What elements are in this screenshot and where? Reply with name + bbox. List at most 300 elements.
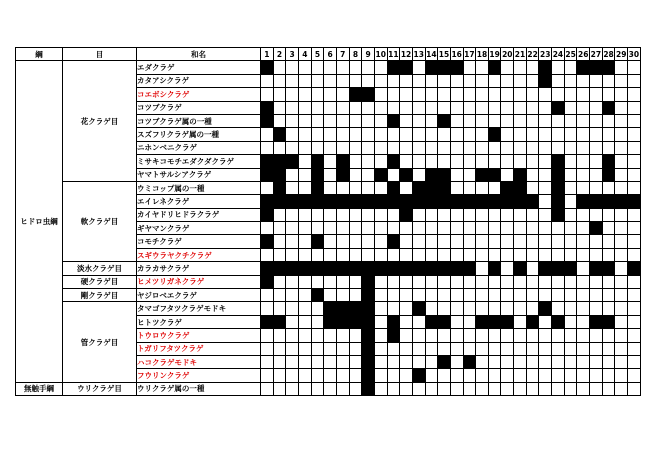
table-row [16, 61, 641, 74]
occurrence-cell-empty [628, 382, 641, 395]
occurrence-cell-empty [311, 208, 324, 221]
occurrence-cell-empty [615, 342, 628, 355]
occurrence-cell-empty [286, 128, 299, 141]
occurrence-cell-empty [387, 168, 400, 181]
occurrence-cell-empty [412, 114, 425, 127]
occurrence-cell-empty [628, 128, 641, 141]
occurrence-cell-empty [311, 141, 324, 154]
occurrence-cell-empty [590, 248, 603, 261]
occurrence-cell-empty [273, 208, 286, 221]
occurrence-cell-empty [564, 382, 577, 395]
occurrence-cell-empty [514, 141, 527, 154]
occurrence-cell-empty [488, 302, 501, 315]
occurrence-cell-empty [298, 128, 311, 141]
occurrence-cell-empty [488, 248, 501, 261]
occurrence-cell-empty [349, 222, 362, 235]
occurrence-cell-empty [324, 181, 337, 194]
occurrence-cell-empty [552, 88, 565, 101]
occurrence-cell-filled [387, 262, 400, 275]
occurrence-cell-filled [349, 88, 362, 101]
occurrence-cell-empty [501, 74, 514, 87]
occurrence-cell-filled [514, 181, 527, 194]
occurrence-cell-empty [615, 382, 628, 395]
occurrence-cell-empty [324, 382, 337, 395]
occurrence-cell-empty [539, 222, 552, 235]
occurrence-cell-empty [336, 369, 349, 382]
occurrence-cell-empty [577, 222, 590, 235]
occurrence-cell-filled [425, 195, 438, 208]
occurrence-cell-empty [387, 302, 400, 315]
occurrence-cell-empty [514, 222, 527, 235]
occurrence-cell-empty [564, 342, 577, 355]
occurrence-cell-empty [374, 342, 387, 355]
occurrence-cell-empty [311, 275, 324, 288]
occurrence-cell-empty [425, 342, 438, 355]
occurrence-cell-empty [463, 168, 476, 181]
occurrence-cell-empty [476, 141, 489, 154]
occurrence-cell-empty [476, 262, 489, 275]
occurrence-cell-empty [374, 128, 387, 141]
occurrence-cell-empty [362, 181, 375, 194]
occurrence-cell-empty [577, 369, 590, 382]
occurrence-cell-empty [349, 275, 362, 288]
occurrence-cell-filled [488, 262, 501, 275]
day-header: 18 [476, 48, 489, 61]
occurrence-cell-filled [400, 61, 413, 74]
occurrence-cell-empty [400, 181, 413, 194]
occurrence-cell-empty [602, 369, 615, 382]
occurrence-cell-empty [349, 342, 362, 355]
occurrence-cell-empty [577, 248, 590, 261]
occurrence-cell-empty [412, 382, 425, 395]
occurrence-cell-empty [463, 329, 476, 342]
occurrence-cell-empty [476, 155, 489, 168]
species-name: ヒトツクラゲ [137, 315, 261, 328]
occurrence-cell-empty [336, 289, 349, 302]
occurrence-cell-empty [526, 181, 539, 194]
occurrence-cell-empty [539, 88, 552, 101]
occurrence-cell-empty [628, 61, 641, 74]
occurrence-cell-filled [261, 101, 274, 114]
occurrence-cell-empty [311, 369, 324, 382]
occurrence-cell-empty [602, 382, 615, 395]
occurrence-cell-filled [374, 168, 387, 181]
occurrence-cell-empty [539, 155, 552, 168]
occurrence-cell-empty [628, 289, 641, 302]
occurrence-cell-empty [590, 329, 603, 342]
occurrence-cell-empty [501, 248, 514, 261]
occurrence-cell-filled [514, 195, 527, 208]
occurrence-cell-filled [602, 155, 615, 168]
occurrence-cell-empty [438, 235, 451, 248]
occurrence-cell-empty [602, 74, 615, 87]
occurrence-cell-empty [514, 329, 527, 342]
occurrence-cell-empty [628, 181, 641, 194]
occurrence-cell-empty [425, 355, 438, 368]
occurrence-cell-empty [590, 168, 603, 181]
occurrence-cell-empty [501, 235, 514, 248]
occurrence-cell-empty [501, 168, 514, 181]
occurrence-cell-empty [628, 275, 641, 288]
occurrence-cell-empty [311, 248, 324, 261]
day-header: 17 [463, 48, 476, 61]
occurrence-cell-filled [514, 168, 527, 181]
occurrence-cell-empty [400, 141, 413, 154]
occurrence-cell-empty [590, 114, 603, 127]
occurrence-cell-empty [602, 88, 615, 101]
occurrence-cell-empty [349, 61, 362, 74]
occurrence-cell-empty [425, 88, 438, 101]
occurrence-cell-filled [602, 315, 615, 328]
occurrence-cell-empty [450, 181, 463, 194]
occurrence-cell-empty [286, 88, 299, 101]
occurrence-cell-empty [615, 315, 628, 328]
occurrence-cell-empty [387, 208, 400, 221]
day-header: 26 [577, 48, 590, 61]
occurrence-cell-empty [273, 235, 286, 248]
occurrence-cell-empty [412, 289, 425, 302]
occurrence-cell-filled [261, 275, 274, 288]
occurrence-cell-filled [476, 168, 489, 181]
occurrence-cell-filled [438, 262, 451, 275]
order-cell: 淡水クラゲ目 [63, 262, 137, 275]
occurrence-cell-empty [628, 74, 641, 87]
day-header: 9 [362, 48, 375, 61]
occurrence-cell-filled [387, 114, 400, 127]
occurrence-cell-empty [526, 235, 539, 248]
occurrence-cell-empty [273, 329, 286, 342]
species-name: ウミコップ属の一種 [137, 181, 261, 194]
occurrence-cell-empty [539, 382, 552, 395]
occurrence-cell-empty [400, 128, 413, 141]
occurrence-cell-filled [387, 181, 400, 194]
occurrence-cell-empty [501, 369, 514, 382]
occurrence-cell-filled [463, 355, 476, 368]
occurrence-cell-empty [298, 61, 311, 74]
occurrence-cell-empty [400, 355, 413, 368]
day-header: 21 [514, 48, 527, 61]
occurrence-cell-empty [324, 168, 337, 181]
occurrence-cell-empty [590, 208, 603, 221]
occurrence-cell-filled [362, 262, 375, 275]
occurrence-cell-filled [438, 114, 451, 127]
occurrence-cell-empty [425, 369, 438, 382]
occurrence-cell-empty [615, 208, 628, 221]
occurrence-cell-filled [590, 195, 603, 208]
occurrence-cell-filled [286, 195, 299, 208]
occurrence-cell-empty [324, 128, 337, 141]
occurrence-cell-empty [564, 208, 577, 221]
occurrence-cell-empty [577, 262, 590, 275]
occurrence-cell-empty [488, 181, 501, 194]
species-name: ミサキコモチエダクダクラゲ [137, 155, 261, 168]
occurrence-cell-empty [324, 222, 337, 235]
occurrence-cell-filled [336, 302, 349, 315]
occurrence-cell-empty [400, 342, 413, 355]
occurrence-cell-empty [514, 382, 527, 395]
occurrence-cell-empty [324, 155, 337, 168]
occurrence-cell-empty [602, 235, 615, 248]
occurrence-cell-empty [628, 141, 641, 154]
occurrence-cell-empty [425, 275, 438, 288]
occurrence-cell-filled [324, 302, 337, 315]
occurrence-cell-empty [412, 329, 425, 342]
occurrence-cell-filled [261, 195, 274, 208]
occurrence-cell-empty [526, 114, 539, 127]
occurrence-cell-empty [311, 74, 324, 87]
occurrence-cell-empty [514, 355, 527, 368]
occurrence-cell-filled [362, 289, 375, 302]
occurrence-cell-empty [425, 329, 438, 342]
day-header: 7 [336, 48, 349, 61]
occurrence-cell-empty [488, 74, 501, 87]
occurrence-cell-empty [564, 275, 577, 288]
occurrence-cell-empty [526, 369, 539, 382]
occurrence-cell-empty [273, 355, 286, 368]
occurrence-cell-empty [412, 248, 425, 261]
occurrence-cell-empty [286, 208, 299, 221]
occurrence-cell-empty [336, 355, 349, 368]
occurrence-cell-empty [412, 342, 425, 355]
occurrence-cell-empty [463, 101, 476, 114]
species-name: コモチクラゲ [137, 235, 261, 248]
occurrence-cell-empty [362, 74, 375, 87]
occurrence-cell-filled [286, 155, 299, 168]
occurrence-cell-empty [286, 61, 299, 74]
occurrence-cell-empty [463, 235, 476, 248]
occurrence-cell-empty [450, 315, 463, 328]
occurrence-cell-empty [476, 222, 489, 235]
occurrence-cell-empty [590, 155, 603, 168]
occurrence-cell-empty [463, 141, 476, 154]
occurrence-cell-empty [590, 342, 603, 355]
occurrence-cell-empty [450, 369, 463, 382]
occurrence-cell-empty [261, 248, 274, 261]
occurrence-cell-filled [273, 168, 286, 181]
occurrence-cell-empty [577, 329, 590, 342]
occurrence-cell-empty [450, 342, 463, 355]
occurrence-cell-empty [514, 275, 527, 288]
occurrence-cell-empty [476, 235, 489, 248]
occurrence-cell-empty [476, 248, 489, 261]
occurrence-cell-empty [298, 315, 311, 328]
occurrence-cell-empty [463, 222, 476, 235]
occurrence-cell-filled [400, 262, 413, 275]
occurrence-cell-empty [298, 355, 311, 368]
occurrence-cell-filled [590, 315, 603, 328]
occurrence-cell-empty [526, 248, 539, 261]
occurrence-cell-empty [514, 289, 527, 302]
occurrence-cell-filled [311, 289, 324, 302]
species-name: コエボシクラゲ [137, 88, 261, 101]
occurrence-cell-empty [273, 114, 286, 127]
occurrence-cell-filled [324, 315, 337, 328]
species-name: ヒメツリガネクラゲ [137, 275, 261, 288]
occurrence-cell-empty [488, 235, 501, 248]
occurrence-cell-empty [349, 128, 362, 141]
occurrence-cell-empty [476, 342, 489, 355]
occurrence-cell-filled [514, 262, 527, 275]
occurrence-cell-empty [526, 128, 539, 141]
occurrence-cell-empty [526, 222, 539, 235]
day-header: 15 [438, 48, 451, 61]
occurrence-cell-empty [387, 101, 400, 114]
occurrence-cell-empty [336, 88, 349, 101]
order-cell: 管クラゲ目 [63, 302, 137, 382]
occurrence-cell-empty [298, 168, 311, 181]
occurrence-cell-empty [564, 302, 577, 315]
occurrence-cell-empty [349, 248, 362, 261]
occurrence-cell-filled [488, 61, 501, 74]
day-header: 22 [526, 48, 539, 61]
occurrence-cell-empty [564, 355, 577, 368]
occurrence-cell-empty [602, 114, 615, 127]
occurrence-cell-empty [438, 342, 451, 355]
occurrence-cell-filled [362, 329, 375, 342]
occurrence-cell-empty [539, 141, 552, 154]
occurrence-cell-empty [564, 141, 577, 154]
occurrence-cell-empty [577, 155, 590, 168]
occurrence-cell-filled [438, 315, 451, 328]
occurrence-cell-empty [615, 222, 628, 235]
occurrence-cell-empty [450, 222, 463, 235]
occurrence-cell-empty [501, 302, 514, 315]
occurrence-cell-empty [628, 302, 641, 315]
occurrence-cell-empty [628, 315, 641, 328]
occurrence-cell-empty [476, 61, 489, 74]
occurrence-cell-empty [400, 235, 413, 248]
occurrence-cell-empty [577, 275, 590, 288]
occurrence-cell-empty [564, 74, 577, 87]
occurrence-cell-empty [577, 74, 590, 87]
occurrence-cell-empty [501, 222, 514, 235]
day-header: 8 [349, 48, 362, 61]
occurrence-cell-empty [400, 88, 413, 101]
occurrence-cell-empty [615, 128, 628, 141]
occurrence-cell-filled [501, 181, 514, 194]
occurrence-cell-empty [552, 61, 565, 74]
occurrence-cell-empty [628, 101, 641, 114]
occurrence-cell-empty [412, 155, 425, 168]
occurrence-cell-empty [577, 289, 590, 302]
occurrence-cell-empty [539, 168, 552, 181]
species-name: カラカサクラゲ [137, 262, 261, 275]
occurrence-cell-empty [577, 128, 590, 141]
occurrence-cell-empty [526, 302, 539, 315]
day-header: 14 [425, 48, 438, 61]
occurrence-cell-empty [476, 382, 489, 395]
occurrence-cell-filled [362, 88, 375, 101]
occurrence-cell-empty [463, 342, 476, 355]
occurrence-cell-empty [374, 222, 387, 235]
occurrence-cell-empty [324, 289, 337, 302]
occurrence-cell-filled [273, 262, 286, 275]
occurrence-cell-empty [539, 342, 552, 355]
occurrence-cell-empty [463, 369, 476, 382]
occurrence-cell-filled [552, 101, 565, 114]
occurrence-cell-empty [336, 342, 349, 355]
occurrence-cell-empty [286, 355, 299, 368]
species-name: エダクラゲ [137, 61, 261, 74]
occurrence-cell-empty [374, 235, 387, 248]
occurrence-cell-empty [286, 114, 299, 127]
name-header: 和名 [137, 48, 261, 61]
occurrence-cell-empty [349, 74, 362, 87]
table-row [16, 302, 641, 315]
occurrence-cell-empty [488, 289, 501, 302]
occurrence-cell-empty [501, 382, 514, 395]
order-cell: 花クラゲ目 [63, 61, 137, 182]
occurrence-cell-empty [286, 302, 299, 315]
occurrence-cell-empty [501, 114, 514, 127]
occurrence-cell-filled [311, 181, 324, 194]
occurrence-cell-filled [362, 369, 375, 382]
occurrence-cell-filled [362, 195, 375, 208]
occurrence-cell-filled [400, 168, 413, 181]
occurrence-cell-empty [526, 74, 539, 87]
occurrence-cell-filled [590, 222, 603, 235]
occurrence-cell-empty [400, 275, 413, 288]
occurrence-cell-empty [590, 101, 603, 114]
occurrence-cell-filled [362, 342, 375, 355]
species-name: スズフリクラゲ属の一種 [137, 128, 261, 141]
occurrence-cell-empty [463, 302, 476, 315]
occurrence-cell-empty [425, 222, 438, 235]
occurrence-cell-filled [552, 195, 565, 208]
occurrence-cell-filled [261, 155, 274, 168]
occurrence-cell-empty [362, 248, 375, 261]
occurrence-cell-filled [463, 195, 476, 208]
occurrence-cell-empty [552, 114, 565, 127]
occurrence-cell-filled [463, 262, 476, 275]
occurrence-cell-empty [488, 329, 501, 342]
occurrence-cell-empty [336, 181, 349, 194]
occurrence-cell-empty [577, 101, 590, 114]
occurrence-cell-filled [261, 315, 274, 328]
occurrence-cell-filled [438, 61, 451, 74]
occurrence-cell-empty [374, 88, 387, 101]
occurrence-cell-empty [476, 302, 489, 315]
occurrence-cell-empty [476, 128, 489, 141]
occurrence-cell-empty [324, 355, 337, 368]
occurrence-cell-empty [564, 248, 577, 261]
occurrence-cell-empty [514, 315, 527, 328]
occurrence-cell-empty [387, 342, 400, 355]
occurrence-cell-empty [628, 208, 641, 221]
occurrence-cell-empty [374, 275, 387, 288]
occurrence-cell-filled [349, 315, 362, 328]
occurrence-cell-empty [463, 315, 476, 328]
occurrence-cell-empty [552, 128, 565, 141]
occurrence-cell-empty [273, 74, 286, 87]
occurrence-cell-empty [577, 141, 590, 154]
occurrence-cell-filled [311, 155, 324, 168]
occurrence-cell-empty [564, 235, 577, 248]
occurrence-cell-empty [501, 88, 514, 101]
occurrence-cell-empty [438, 222, 451, 235]
day-header: 6 [324, 48, 337, 61]
occurrence-cell-empty [336, 141, 349, 154]
occurrence-cell-empty [324, 248, 337, 261]
occurrence-cell-empty [602, 248, 615, 261]
occurrence-cell-empty [286, 248, 299, 261]
occurrence-cell-empty [488, 88, 501, 101]
occurrence-cell-empty [501, 275, 514, 288]
occurrence-cell-filled [412, 181, 425, 194]
occurrence-cell-empty [602, 329, 615, 342]
occurrence-cell-empty [349, 101, 362, 114]
occurrence-cell-empty [590, 74, 603, 87]
